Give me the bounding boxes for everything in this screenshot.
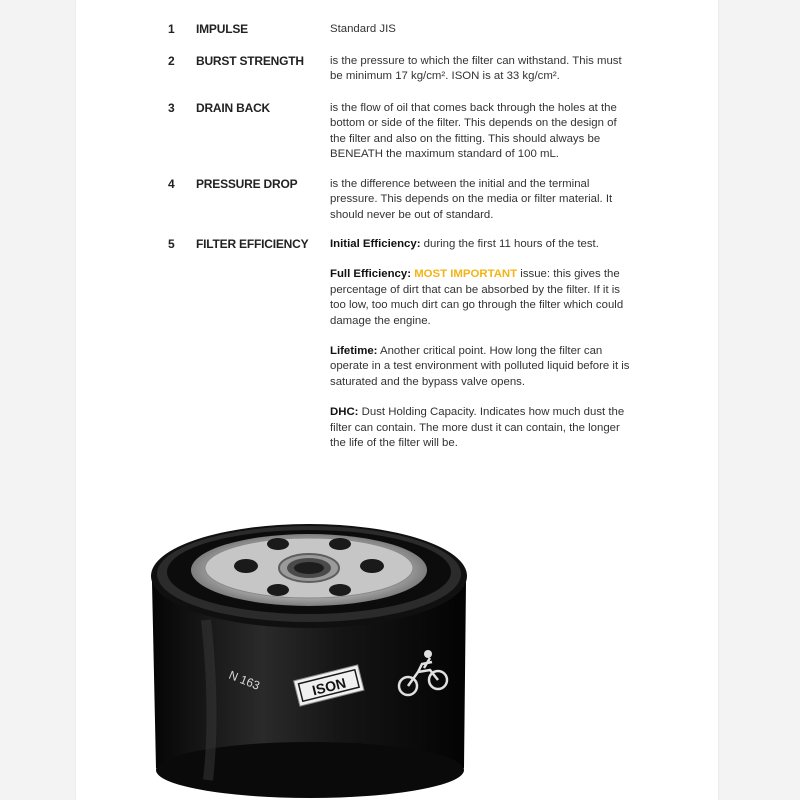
spec-number: 5 <box>168 237 175 251</box>
lifetime-paragraph <box>330 344 630 390</box>
spec-description: is the pressure to which the filter can withstand. This must be minimum 17 kg/cm². ISON is at 33 kg/cm². <box>330 55 622 83</box>
spec-term: PRESSURE DROP <box>196 177 298 191</box>
full-efficiency-paragraph <box>330 267 630 329</box>
spec-number: 3 <box>168 101 175 115</box>
spec-description: is the difference between the initial and the terminal pressure. This depends on the media or filter material. It should never be out of standard. <box>330 178 613 221</box>
dhc-text: Dust Holding Capacity. Indicates how much dust the filter can contain. The more dust it can contain, the longer the life of the filter will be. <box>330 406 625 450</box>
spec-term: DRAIN BACK <box>196 101 270 115</box>
initial-efficiency-label: Initial Efficiency: <box>330 238 421 250</box>
full-efficiency-label: Full Efficiency: <box>330 268 412 281</box>
spec-term: FILTER EFFICIENCY <box>196 237 309 251</box>
spec-number: 2 <box>168 54 175 68</box>
spec-number: 1 <box>168 22 175 36</box>
spec-number: 4 <box>168 177 175 191</box>
spec-description: Standard JIS <box>330 23 396 35</box>
spec-term: IMPULSE <box>196 22 248 36</box>
initial-efficiency-text: during the first 11 hours of the test. <box>420 238 599 250</box>
full-efficiency-text: issue: this gives the percentage of dirt that can be absorbed by the filter. If it is too low, too much dirt can go through the filter which could damage the engine. <box>330 268 624 327</box>
dhc-paragraph <box>330 405 630 451</box>
model-number-label: N 163 <box>226 667 262 693</box>
document-page <box>76 0 718 800</box>
spec-term: BURST STRENGTH <box>196 54 304 68</box>
lifetime-label: Lifetime: <box>330 345 378 358</box>
efficiency-details <box>330 237 630 466</box>
most-important-highlight: MOST IMPORTANT <box>414 268 518 281</box>
lifetime-text: Another critical point. How long the filter can operate in a test environment with polluted liquid before it is saturated and the bypass valve opens. <box>330 345 630 388</box>
brand-logo: ISON <box>310 674 348 699</box>
spec-description: is the flow of oil that comes back through the holes at the bottom or side of the filter. This depends on the design of the filter and also on the fitting. This should always be BENEATH the maximum standard of 100 mL. <box>330 102 617 161</box>
oil-filter-image <box>146 510 476 800</box>
initial-efficiency-paragraph <box>330 237 630 252</box>
dhc-label: DHC: <box>330 406 359 419</box>
